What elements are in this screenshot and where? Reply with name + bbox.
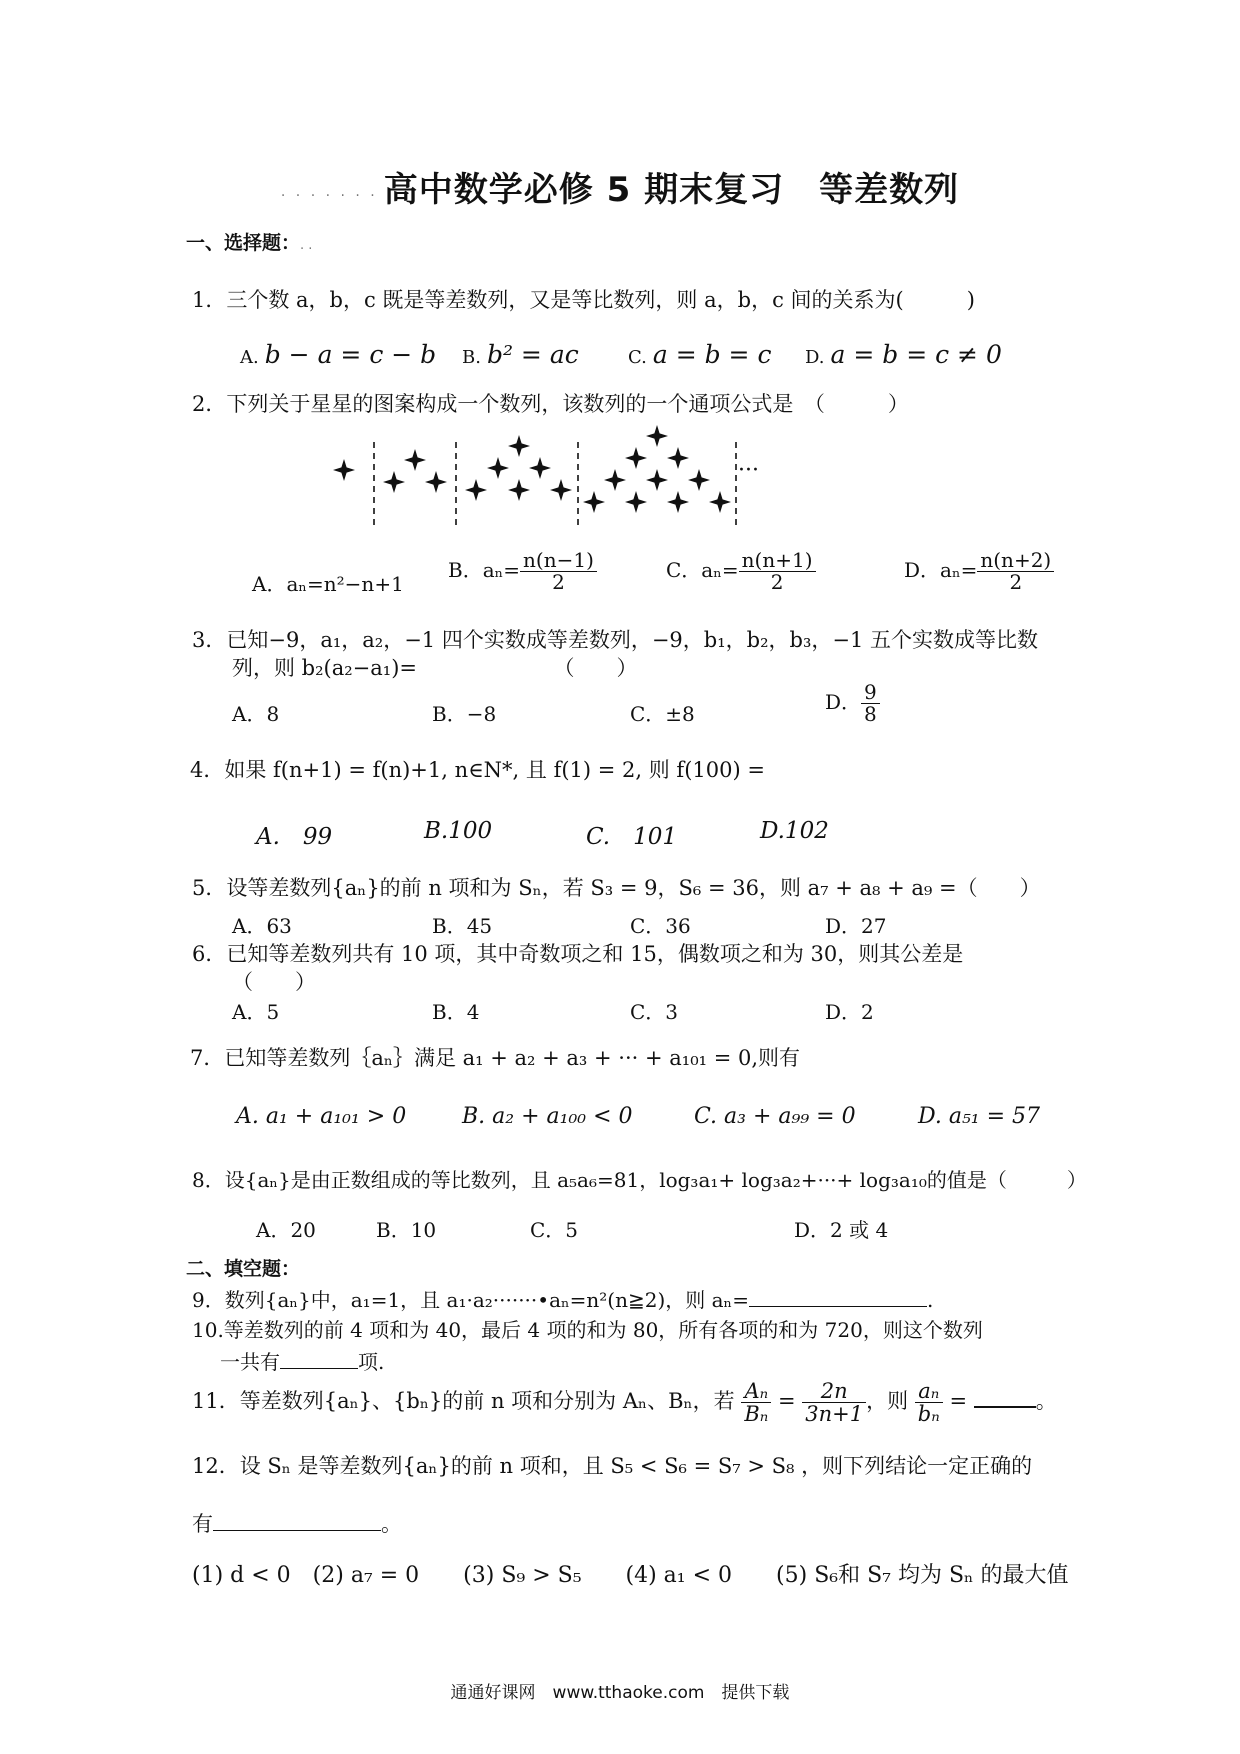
fraction-numerator: n(n+1) [739,550,816,572]
star-icon [508,479,530,501]
question-8-stem: 8．设{aₙ}是由正数组成的等比数列，且 a₅a₆=81，log₃a₁+ log₃a₂+···+ log₃a₁₀的值是（ ） [192,1168,1087,1192]
question-12-end: 。 [381,1512,402,1536]
option-prefix: D． [825,690,862,714]
question-9 [192,1284,933,1313]
fraction-denominator: 2 [770,570,784,594]
option-label: A. [240,347,259,368]
question-4-option-d: D.102 [760,818,829,844]
option-prefix: B．aₙ= [448,558,521,582]
star-icon [550,479,572,501]
star-icon [646,425,668,447]
question-11 [192,1380,1057,1425]
answer-blank[interactable] [749,1305,927,1307]
question-12-line2 [192,1508,402,1538]
star-icon [688,469,710,491]
section-choice-label: 一、选择题： [186,232,301,254]
star-icon [625,491,647,513]
title-text: 高中数学必修 5 期末复习 等差数列 [383,170,960,210]
option-label: D. [805,347,825,368]
option-text: b − a = c − b [264,340,437,369]
equals-sign: = [949,1389,968,1414]
option-text: b² = ac [486,340,579,369]
option-label: B. [462,347,481,368]
question-4-stem: 4．如果 f(n+1) = f(n)+1, n∈N*, 且 f(1) = 2, 则 f(100) = [190,758,765,782]
fraction-numerator: 9 [861,682,880,704]
star-icon [465,479,487,501]
star-icon [625,447,647,469]
question-6-line2: （ ） [232,970,316,994]
fraction-denominator: 2 [1009,570,1023,594]
question-10-pre: 一共有 [220,1350,280,1374]
fraction-numerator: n(n+2) [977,550,1054,572]
question-5-option-a: A．63 [232,914,292,938]
figure-ellipsis: ··· [738,458,759,483]
question-7-option-b: B. a₂ + a₁₀₀ < 0 [462,1104,633,1129]
star-icon [529,457,551,479]
question-11-pre: 11．等差数列{aₙ}、{bₙ}的前 n 项和分别为 Aₙ、Bₙ，若 [192,1389,735,1414]
question-11-end: 。 [1035,1389,1057,1414]
question-4-option-c: C. 101 [586,824,677,850]
question-6-line1: 6．已知等差数列共有 10 项，其中奇数项之和 15，偶数项之和为 30，则其公差是 [192,942,964,966]
question-1-option-a [240,340,436,369]
star-icon [604,469,626,491]
fraction-numerator: aₙ [915,1380,943,1403]
question-3-option-a: A．8 [232,702,280,726]
question-12-line1: 12．设 Sₙ 是等差数列{aₙ}的前 n 项和，且 S₅ < S₆ = S₇ > S₈ ，则下列结论一定正确的 [192,1454,1033,1478]
fraction-denominator: bₙ [917,1402,940,1427]
star-icon [425,471,447,493]
question-2-option-a: A．aₙ=n²−n+1 [252,572,404,596]
question-3-option-b: B．−8 [432,702,497,726]
question-1-stem: 1．三个数 a，b，c 既是等差数列，又是等比数列，则 a，b，c 间的关系为( ) [192,288,975,312]
question-6-option-c: C．3 [630,1000,679,1024]
question-10-line1: 10.等差数列的前 4 项和为 40，最后 4 项的和为 80，所有各项的和为 720，则这个数列 [192,1318,983,1342]
page-footer: 通通好课网 www.tthaoke.com 提供下载 [450,1683,790,1703]
question-7-option-c: C. a₃ + a₉₉ = 0 [694,1104,856,1129]
question-6-option-a: A．5 [232,1000,280,1024]
option-label: C. [628,347,647,368]
question-1-option-d [805,340,1002,369]
star-icon [667,447,689,469]
question-3-option-c: C．±8 [630,702,695,726]
question-9-stem: 9．数列{aₙ}中，a₁=1，且 a₁·a₂·······•aₙ=n²(n≧2)，则 aₙ= [192,1288,749,1312]
question-9-end: . [926,1288,934,1312]
section-fill: 二、填空题： [186,1258,301,1280]
star-icon [667,491,689,513]
page-title [0,162,1240,211]
answer-blank[interactable] [213,1529,381,1531]
option-text: a = b = c [652,340,772,369]
star-icon [646,469,668,491]
question-3-line2: 列，则 b₂(a₂−a₁)= （ ） [232,656,638,680]
question-4-option-a: A. 99 [256,824,333,850]
fraction-denominator: 3n+1 [805,1402,864,1427]
star-pattern-figure [320,420,760,530]
question-8-option-d: D．2 或 4 [794,1218,889,1242]
question-8-option-a: A．20 [256,1218,316,1242]
star-icon [508,435,530,457]
question-4-option-b: B.100 [424,818,493,844]
question-11-mid: ，则 [866,1389,909,1414]
section-dots: . . [300,238,313,253]
question-1-option-b [462,340,579,369]
question-2-option-c [666,550,816,593]
question-8-option-c: C．5 [530,1218,579,1242]
star-icon [333,459,355,481]
star-icon [404,449,426,471]
question-3-option-d [825,682,880,725]
star-icon [709,491,731,513]
option-prefix: C．aₙ= [666,558,739,582]
question-10-line2 [220,1346,384,1375]
question-2-stem: 2．下列关于星星的图案构成一个数列，该数列的一个通项公式是 （ ） [192,392,909,416]
option-prefix: D．aₙ= [904,558,978,582]
question-7-option-d: D. a₅₁ = 57 [918,1104,1041,1129]
question-8-option-b: B．10 [376,1218,437,1242]
answer-blank[interactable] [974,1405,1036,1408]
question-5-option-c: C．36 [630,914,691,938]
fraction-denominator: 2 [552,570,565,594]
fraction-numerator: n(n−1) [520,550,597,572]
star-icon [583,491,605,513]
question-2-option-b [448,550,597,593]
question-5-option-b: B．45 [432,914,493,938]
question-12-options: (1) d < 0 (2) a₇ = 0 (3) S₉ > S₅ (4) a₁ < 0 (5) S₆和 S₇ 均为 Sₙ 的最大值 [192,1563,1069,1588]
fraction-numerator: Aₙ [741,1380,771,1403]
question-6-option-d: D．2 [825,1000,874,1024]
answer-blank[interactable] [280,1367,358,1369]
question-7-option-a: A. a₁ + a₁₀₁ > 0 [236,1104,407,1129]
question-3-line1: 3．已知−9，a₁，a₂，−1 四个实数成等差数列，−9，b₁，b₂，b₃，−1 五个实数成等比数 [192,628,1038,652]
question-2-option-d [904,550,1054,593]
star-icon [383,471,405,493]
star-icon [487,457,509,479]
question-5-option-d: D．27 [825,914,887,938]
section-choice [186,228,312,255]
fraction-denominator: Bₙ [744,1402,769,1427]
question-6-option-b: B．4 [432,1000,480,1024]
question-12-pre: 有 [192,1512,213,1536]
question-5-stem: 5．设等差数列{aₙ}的前 n 项和为 Sₙ，若 S₃ = 9，S₆ = 36，则 a₇ + a₈ + a₉ =（ ） [192,876,1041,900]
option-text: a = b = c ≠ 0 [830,340,1002,369]
question-1-option-c [628,340,771,369]
fraction-denominator: 8 [864,702,877,726]
question-7-stem: 7．已知等差数列｛aₙ｝满足 a₁ + a₂ + a₃ + ··· + a₁₀₁ = 0,则有 [190,1046,801,1070]
title-dots: . . . . . . . [280,183,378,200]
question-10-post: 项. [358,1350,385,1374]
equals-sign: = [777,1389,796,1414]
fraction-numerator: 2n [802,1380,866,1403]
